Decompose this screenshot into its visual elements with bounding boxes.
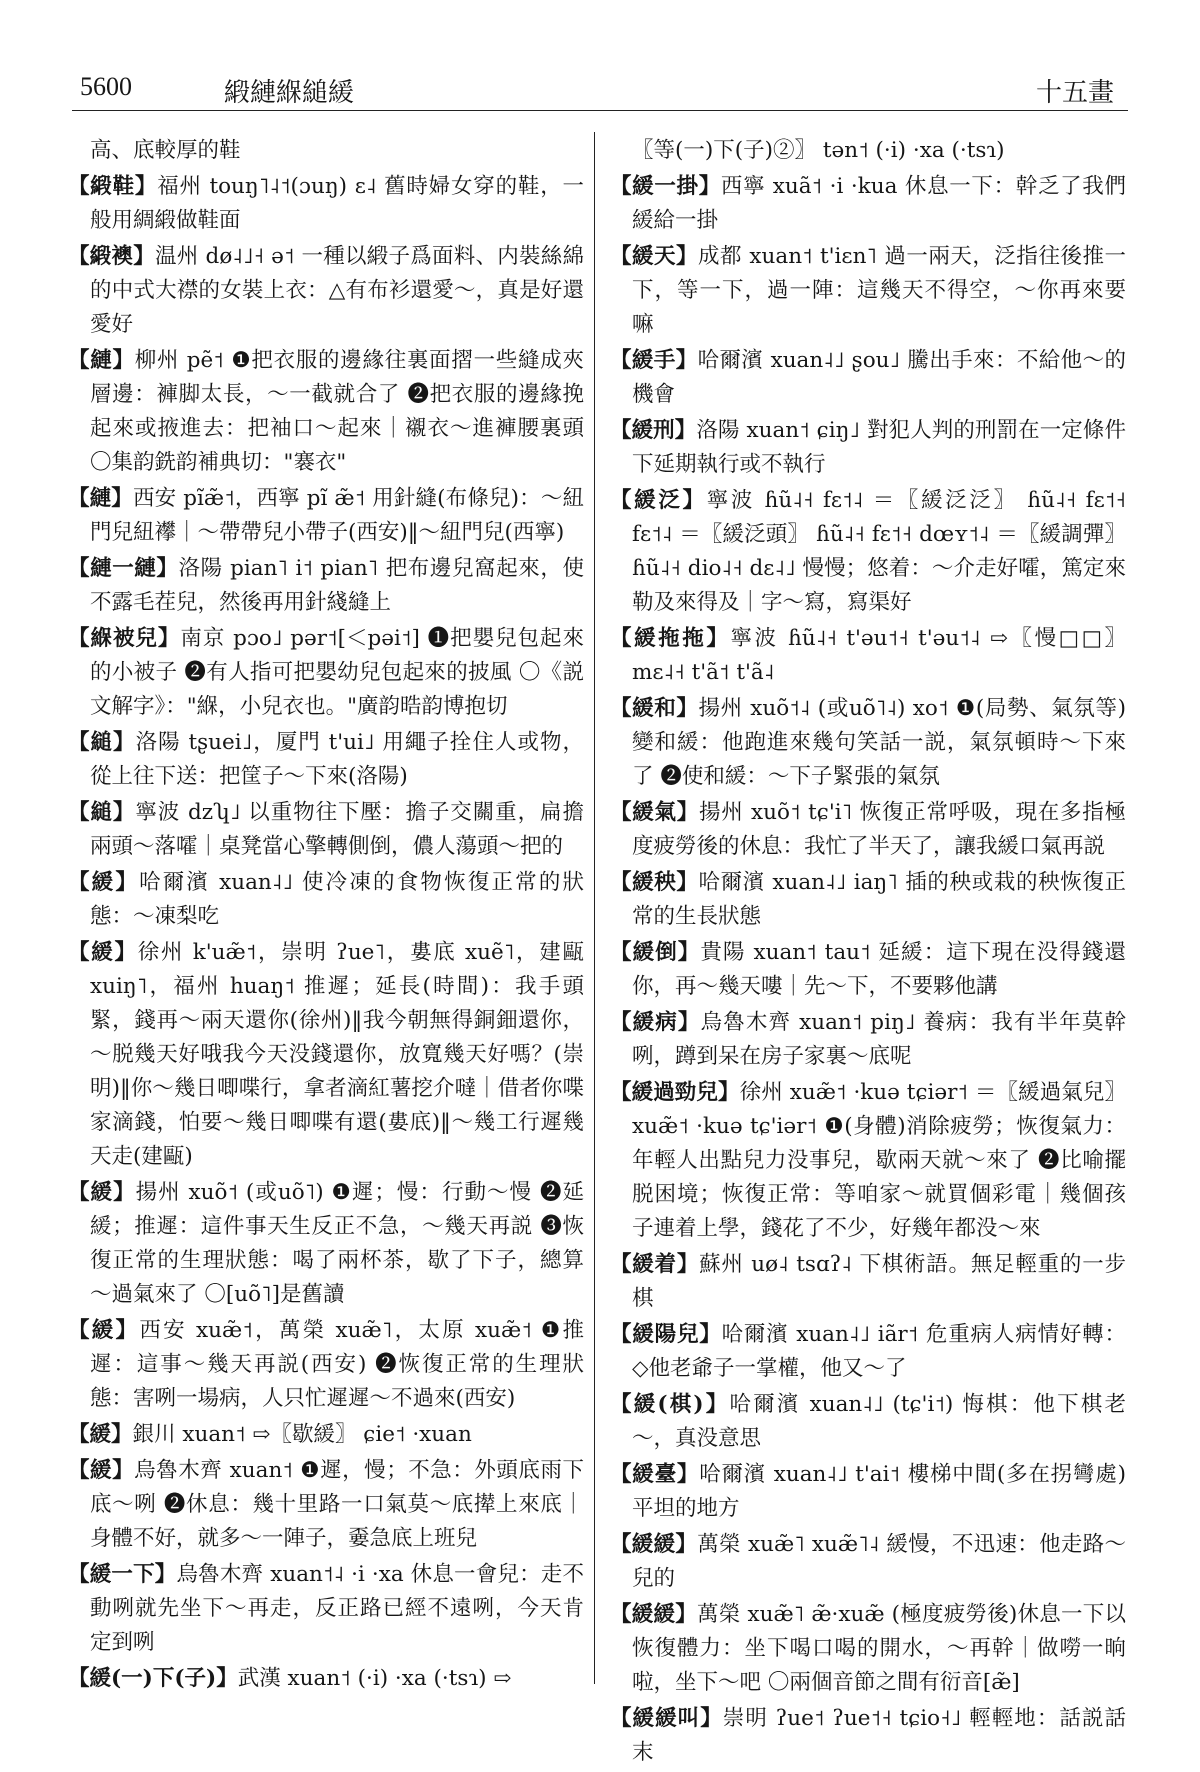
entry-headword: 【緩陽兒】 — [610, 1322, 722, 1347]
dictionary-entry — [610, 134, 1126, 168]
entry-definition: 烏魯木齊 xuan˦˨ ·i ·xa 休息一會兒：走不動咧就先坐下～再走，反正路已經不遠咧，今天肯定到咧 — [90, 1562, 584, 1655]
entry-headword: 【緩一掛】 — [610, 174, 721, 199]
entry-headword: 【緩手】 — [610, 348, 698, 373]
dictionary-entry — [68, 796, 584, 864]
dictionary-entry — [68, 726, 584, 794]
entry-definition: 銀川 xuan˦ ⇨〖歇緩〗 ɕie˦ ·xuan — [132, 1422, 472, 1447]
entry-definition: 寧波 ɦũ˨˧ fɛ˦˨ ＝〖緩泛泛〗 ɦũ˨˧ fɛ˦˧ fɛ˦˨ ＝〖緩泛頭〗 ɦũ˨˧ fɛ˦˧ dœʏ˦˨ ＝〖緩調彈〗 ɦũ˨˧ dio˨˧ dɛ˨˩ 慢慢；悠着：～介走好嚯，篤定來勒及來得及｜字～寫，寫渠好 — [632, 488, 1126, 615]
entry-headword: 【緩】 — [68, 870, 140, 895]
entry-headword: 【緩泛】 — [610, 488, 707, 513]
entry-definition: 洛陽 xuan˦ ɕiŋ˩ 對犯人判的刑罰在一定條件下延期執行或不執行 — [632, 418, 1126, 477]
dictionary-entry — [610, 1702, 1126, 1770]
dictionary-entry — [610, 1528, 1126, 1596]
entry-definition: 萬榮 xuæ̃˥ xuæ̃˥˨ 緩慢，不迅速：他走路～兒的 — [632, 1532, 1126, 1591]
entry-definition: 烏魯木齊 xuan˦ ❶遲，慢；不急：外頭底雨下底～咧 ❷休息：幾十里路一口氣莫～底撵上來底｜身體不好，就多～一陣子，嫑急底上班兒 — [90, 1458, 584, 1551]
entry-headword: 【緩病】 — [610, 1010, 701, 1035]
dictionary-entry — [610, 936, 1126, 1004]
entry-headword: 【緥被兒】 — [68, 626, 181, 651]
entry-definition: 哈爾濱 xuan˨˩ 使冷凍的食物恢復正常的狀態：～凍梨吃 — [90, 870, 584, 929]
entry-headword: 【緩】 — [68, 1422, 133, 1447]
entry-headword: 【縺一縺】 — [68, 556, 179, 581]
entry-headword: 【緩刑】 — [610, 418, 697, 443]
entry-definition: 武漢 xuan˦ (·i) ·xa (·tsɿ) ⇨ — [237, 1666, 512, 1691]
dictionary-entry — [610, 414, 1126, 482]
entry-headword: 【緩和】 — [610, 696, 699, 721]
entry-headword: 【緩一下】 — [68, 1562, 177, 1587]
dictionary-entry — [68, 482, 584, 550]
entry-definition: 萬榮 xuæ̃˥ æ̃·xuæ̃ (極度疲勞後)休息一下以恢復體力：坐下喝口喝的開水，～再幹｜做嘮一晌啦，坐下～吧 〇兩個音節之間有衍音[æ̃] — [632, 1602, 1126, 1695]
entry-headword: 【緩】 — [68, 1180, 136, 1205]
dictionary-entry — [68, 1558, 584, 1660]
dictionary-entry — [68, 1176, 584, 1312]
entry-definition: 揚州 xuõ˦ (或uõ˥) ❶遲；慢：行動～慢 ❷延緩；推遲：這件事天生反正不急，～幾天再説 ❸恢復正常的生理狀態：喝了兩杯茶，歇了下子，總算～過氣來了 〇[uõ˥]是舊讀 — [90, 1180, 584, 1307]
entry-headword: 【縺】 — [68, 348, 135, 373]
entry-definition: 哈爾濱 xuan˨˩ iãr˦ 危重病人病情好轉：◇他老爺子一掌權，他又～了 — [632, 1322, 1126, 1381]
left-column — [68, 134, 584, 1698]
dictionary-entry — [68, 1314, 584, 1416]
right-column — [610, 134, 1126, 1772]
entry-headword: 【縋】 — [68, 800, 136, 825]
entry-definition: 寧波 ɦũ˨˧ t'əu˦˧ t'əu˦˨ ⇨〖慢□□〗 mɛ˨˧ t'ã˦ t'ã˨ — [632, 626, 1126, 685]
entry-definition: 〖等(一)下(子)②〗 tən˦ (·i) ·xa (·tsɿ) — [632, 138, 1005, 163]
entry-definition: 哈爾濱 xuan˨˩ ʂou˩ 騰出手來：不給他～的機會 — [632, 348, 1126, 407]
entry-definition: 西寧 xuã˦ ·i ·kua 休息一下：幹乏了我們緩給一掛 — [632, 174, 1126, 233]
entry-headword: 【緩】 — [68, 1458, 135, 1483]
entry-headword: 【緩倒】 — [610, 940, 701, 965]
entry-definition: 哈爾濱 xuan˨˩ t'ai˦ 樓梯中間(多在拐彎處)平坦的地方 — [632, 1462, 1126, 1521]
entry-definition: 蘇州 uø˨ tsɑʔ˨ 下棋術語。無足輕重的一步棋 — [632, 1252, 1126, 1311]
entry-definition: 揚州 xuõ˦ tɕ'i˥ 恢復正常呼吸，現在多指極度疲勞後的休息：我忙了半天了，讓我緩口氣再説 — [632, 800, 1126, 859]
dictionary-entry — [68, 170, 584, 238]
dictionary-entry — [610, 796, 1126, 864]
dictionary-entry — [610, 866, 1126, 934]
entry-headword: 【緩(棋)】 — [610, 1392, 730, 1417]
dictionary-entry — [610, 1318, 1126, 1386]
entry-definition: 洛陽 tʂuei˩，厦門 t'ui˩ 用繩子拴住人或物，從上往下送：把筐子～下來(洛陽) — [90, 730, 584, 789]
page-running-title: 緞縺緥縋緩 — [224, 78, 355, 108]
entry-headword: 【緩天】 — [610, 244, 699, 269]
dictionary-entry — [610, 692, 1126, 794]
dictionary-entry — [68, 134, 584, 168]
entry-definition: 寧波 dzʮ˩ 以重物往下壓：擔子交關重，扁擔兩頭～落嚯｜桌凳當心擎轉側倒，儂人蕩頭～把的 — [90, 800, 584, 859]
dictionary-entry — [68, 1454, 584, 1556]
dictionary-entry — [610, 1598, 1126, 1700]
entry-headword: 【緩氣】 — [610, 800, 699, 825]
entry-definition: 哈爾濱 xuan˨˩ (tɕ'i˦) 悔棋：他下棋老～，真没意思 — [632, 1392, 1126, 1451]
dictionary-entry — [68, 622, 584, 724]
entry-definition: 成都 xuan˦ t'iɛn˥ 過一兩天，泛指往後推一下，等一下，過一陣：這幾天不得空，～你再來要嘛 — [632, 244, 1126, 337]
entry-definition: 徐州 k'uæ̃˦，崇明 ʔue˥，婁底 xuẽ˥，建甌 xuiŋ˥，福州 huaŋ˦ 推遲；延長(時間)：我手頭緊，錢再～兩天還你(徐州)‖我今朝無得銅鈿還你，～脱幾天好哦我今天没錢還你，放寬幾天好嗎？(崇明)‖你～幾日唧喋行，拿者滴紅薯挖介噠｜借者你喋家滴錢，怕要～幾日唧喋有還(婁底)‖～幾工行遲幾天走(建甌) — [90, 940, 584, 1169]
column-divider — [594, 132, 595, 1684]
entry-definition: 西安 xuæ̃˦，萬榮 xuæ̃˥，太原 xuæ̃˦ ❶推遲：這事～幾天再説(西安) ❷恢復正常的生理狀態：害咧一場病，人只忙遲遲～不過來(西安) — [90, 1318, 584, 1411]
dictionary-entry — [610, 170, 1126, 238]
entry-headword: 【縺】 — [68, 486, 133, 511]
entry-definition: 高、底較厚的鞋 — [90, 138, 241, 163]
entry-definition: 西安 pĩæ̃˦，西寧 pĩ æ̃˦ 用針縫(布條兒)：～紐門兒紐襻｜～帶帶兒小帶子(西安)‖～紐門兒(西寧) — [90, 486, 584, 545]
entry-headword: 【緩(一)下(子)】 — [68, 1666, 238, 1691]
entry-headword: 【緞鞋】 — [68, 174, 158, 199]
entry-headword: 【緞襖】 — [68, 244, 155, 269]
dictionary-entry — [610, 1458, 1126, 1526]
entry-definition: 徐州 xuæ̃˦ ·kuə tɕiər˦ ＝〖緩過氣兒〗 xuæ̃˦ ·kuə tɕ'iər˦ ❶(身體)消除疲勞；恢復氣力：年輕人出點兒力没事兒，歇兩天就～來了 ❷比喻擺脱困境；恢復正常：等咱家～就買個彩電｜幾個孩子連着上學，錢花了不少，好幾年都没～來 — [632, 1080, 1126, 1241]
dictionary-entry — [68, 936, 584, 1174]
dictionary-entry — [68, 866, 584, 934]
entry-definition: 柳州 pẽ˦ ❶把衣服的邊緣往裏面摺一些縫成夾層邊：褲脚太長，～一截就合了 ❷把衣服的邊緣挽起來或掖進去：把袖口～起來｜襯衣～進褲腰裏頭 〇集韵銑韵補典切："褰衣" — [90, 348, 584, 475]
dictionary-entry — [610, 1006, 1126, 1074]
entry-headword: 【緩過勁兒】 — [610, 1080, 740, 1105]
entry-headword: 【緩】 — [68, 940, 138, 965]
entry-definition: 温州 dø˨˩˧ ə˦ 一種以緞子爲面料、内裝絲綿的中式大襟的女裝上衣：△有布衫還愛～，真是好還愛好 — [90, 244, 584, 337]
entry-headword: 【緩緩】 — [610, 1602, 697, 1627]
dictionary-entry — [68, 240, 584, 342]
entry-definition: 烏魯木齊 xuan˦ piŋ˩ 養病：我有半年莫幹咧，蹲到呆在房子家裏～底呢 — [632, 1010, 1126, 1069]
entry-definition: 貴陽 xuan˦ tau˦ 延緩：這下現在没得錢還你，再～幾天嘍｜先～下，不要夥他講 — [632, 940, 1126, 999]
entry-definition: 洛陽 pian˥ i˦ pian˥ 把布邊兒窩起來，使不露毛茬兒，然後再用針綫縫上 — [90, 556, 584, 615]
entry-headword: 【緩緩】 — [610, 1532, 698, 1557]
dictionary-entry — [610, 344, 1126, 412]
dictionary-entry — [610, 1388, 1126, 1456]
dictionary-entry — [610, 1076, 1126, 1246]
section-title: 十五畫 — [1035, 78, 1114, 108]
entry-headword: 【緩緩叫】 — [610, 1706, 723, 1731]
entry-headword: 【緩】 — [68, 1318, 140, 1343]
entry-definition: 哈爾濱 xuan˨˩ iaŋ˥ 插的秧或栽的秧恢復正常的生長狀態 — [632, 870, 1126, 929]
dictionary-entry — [610, 622, 1126, 690]
page-number: 5600 — [80, 72, 132, 101]
entry-headword: 【緩着】 — [610, 1252, 700, 1277]
entry-headword: 【緩臺】 — [610, 1462, 700, 1487]
page-header — [72, 70, 1128, 111]
dictionary-entry — [68, 344, 584, 480]
dictionary-entry — [68, 1418, 584, 1452]
dictionary-entry — [610, 1248, 1126, 1316]
entry-definition: 揚州 xuõ˦˨ (或uõ˥˨) xo˦ ❶(局勢、氣氛等)變和緩：他跑進來幾句笑話一説，氣氛頓時～下來了 ❷使和緩：～下子緊張的氣氛 — [632, 696, 1126, 789]
dictionary-entry — [610, 484, 1126, 620]
entry-definition: 崇明 ʔue˦ ʔue˦˧ tɕio˧˩ 輕輕地：話説話末 — [632, 1706, 1126, 1765]
dictionary-entry — [68, 1662, 584, 1696]
entry-headword: 【緩秧】 — [610, 870, 699, 895]
entry-definition: 南京 pɔo˩ pər˦[＜pəi˦] ❶把嬰兒包起來的小被子 ❷有人指可把嬰幼兒包起來的披風 〇《説文解字》："緥，小兒衣也。"廣韵晧韵博抱切 — [90, 626, 584, 719]
entry-headword: 【緩拖拖】 — [610, 626, 731, 651]
entry-definition: 福州 touŋ˥˨˦(ɔuŋ) ɛ˨ 舊時婦女穿的鞋，一般用綢緞做鞋面 — [90, 174, 584, 233]
dictionary-entry — [610, 240, 1126, 342]
entry-headword: 【縋】 — [68, 730, 136, 755]
dictionary-entry — [68, 552, 584, 620]
